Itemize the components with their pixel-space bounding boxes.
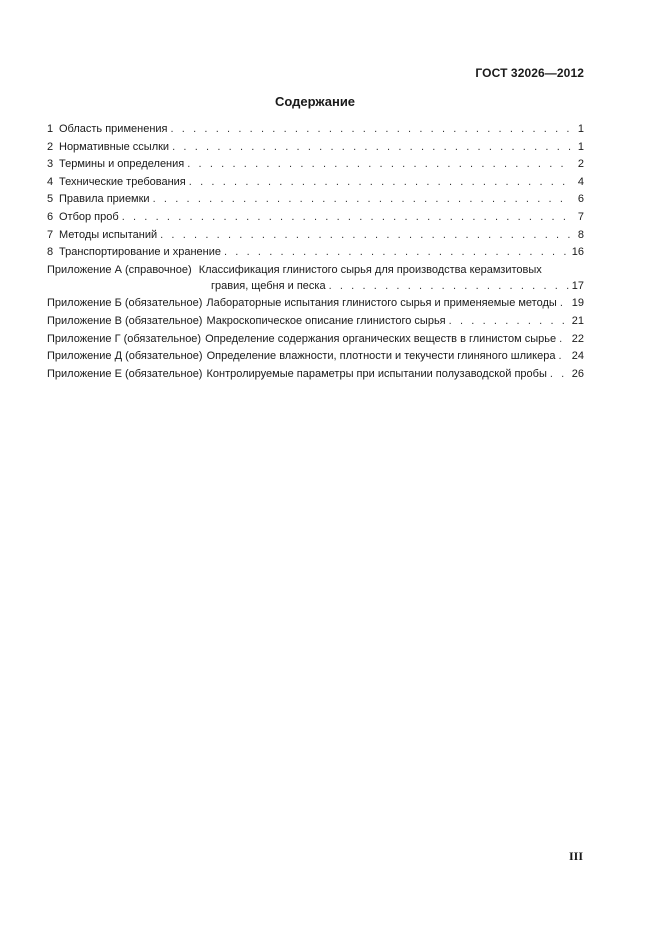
- toc-item-label: Транспортирование и хранение: [59, 246, 221, 259]
- toc-leader-dots: [550, 366, 569, 384]
- toc-item-3[interactable]: [47, 156, 584, 174]
- toc-appendix-label: Лабораторные испытания глинистого сырья и применяемые методы: [206, 297, 557, 310]
- toc-item-label: Отбор проб: [59, 210, 119, 223]
- toc-item-page: 19: [571, 297, 584, 310]
- toc-appendix-a[interactable]: [47, 262, 584, 296]
- page-number: III: [568, 849, 583, 863]
- toc-item-number: 8: [47, 246, 54, 259]
- toc-leader-dots: [153, 191, 571, 209]
- toc-item-6[interactable]: [47, 209, 584, 227]
- toc-item-8[interactable]: [47, 244, 584, 262]
- toc-item-5[interactable]: [47, 191, 584, 209]
- toc-appendix-e[interactable]: [47, 366, 584, 384]
- toc-item-page: 6: [577, 193, 584, 206]
- toc-appendix-prefix: Приложение Е (обязательное): [47, 367, 203, 380]
- toc-leader-dots: [172, 139, 571, 157]
- toc-appendix-prefix: Приложение Г (обязательное): [47, 332, 202, 345]
- toc-item-number: 6: [47, 210, 54, 223]
- toc-item-1[interactable]: [47, 121, 584, 139]
- toc-item-number: 2: [47, 140, 54, 153]
- toc-item-number: 7: [47, 228, 54, 241]
- toc-appendix-prefix: Приложение А (справочное): [47, 263, 192, 276]
- toc-appendix-label: Определение содержания органических веществ в глинистом сырье: [205, 332, 557, 345]
- toc-item-page: 17: [571, 279, 584, 292]
- toc-appendix-prefix: Приложение В (обязательное): [47, 314, 203, 327]
- page-title: Содержание: [274, 94, 356, 109]
- toc-leader-dots: [224, 244, 569, 262]
- toc-leader-dots: [187, 156, 571, 174]
- toc-item-number: 3: [47, 158, 54, 171]
- toc-appendix-prefix: Приложение Б (обязательное): [47, 297, 203, 310]
- toc-leader-dots: [160, 227, 571, 245]
- toc-leader-dots: [122, 209, 571, 227]
- toc-item-label: Правила приемки: [59, 193, 150, 206]
- toc-appendix-g[interactable]: [47, 331, 584, 349]
- toc-leader-dots: [559, 331, 569, 349]
- toc-appendix-label: Классификация глинистого сырья для производства керамзитовых: [198, 263, 542, 276]
- toc-appendix-v[interactable]: [47, 313, 584, 331]
- toc-appendix-label: Контролируемые параметры при испытании полузаводской пробы: [206, 367, 547, 380]
- toc-item-4[interactable]: [47, 174, 584, 192]
- toc-item-label: Методы испытаний: [59, 228, 158, 241]
- toc-item-page: 2: [577, 158, 584, 171]
- toc-item-page: 24: [571, 350, 584, 363]
- toc-item-page: 1: [577, 123, 584, 135]
- toc-item-page: 1: [577, 140, 584, 153]
- toc-appendix-d[interactable]: [47, 348, 584, 366]
- toc-leader-dots: [329, 278, 569, 296]
- toc-item-label: Термины и определения: [59, 158, 185, 171]
- toc-leader-dots: [560, 295, 569, 313]
- toc-item-7[interactable]: [47, 227, 584, 245]
- toc-item-label: Технические требования: [59, 175, 186, 188]
- toc-item-page: 7: [577, 210, 584, 223]
- table-of-contents: [47, 121, 584, 383]
- toc-item-number: 4: [47, 175, 54, 188]
- toc-appendix-label: Определение влажности, плотности и текучести глиняного шликера: [206, 350, 556, 363]
- toc-appendix-b[interactable]: [47, 295, 584, 313]
- toc-item-page: 16: [571, 246, 584, 259]
- toc-item-page: 26: [571, 367, 584, 380]
- toc-item-page: 21: [571, 314, 584, 327]
- document-header: ГОСТ 32026—2012: [475, 66, 584, 80]
- toc-item-page: 8: [577, 228, 584, 241]
- toc-leader-dots: [558, 348, 568, 366]
- toc-item-2[interactable]: [47, 139, 584, 157]
- toc-appendix-prefix: Приложение Д (обязательное): [47, 350, 203, 363]
- toc-leader-dots: [449, 313, 569, 331]
- toc-leader-dots: [171, 121, 572, 139]
- toc-appendix-label-continued: гравия, щебня и песка: [211, 279, 326, 292]
- toc-item-page: 22: [571, 332, 584, 345]
- toc-leader-dots: [189, 174, 571, 192]
- toc-appendix-label: Макроскопическое описание глинистого сырья: [206, 314, 446, 327]
- toc-item-number: 5: [47, 193, 54, 206]
- toc-item-label: Область применения: [59, 123, 168, 135]
- toc-item-number: 1: [47, 123, 54, 135]
- toc-item-page: 4: [577, 175, 584, 188]
- toc-item-label: Нормативные ссылки: [59, 140, 170, 153]
